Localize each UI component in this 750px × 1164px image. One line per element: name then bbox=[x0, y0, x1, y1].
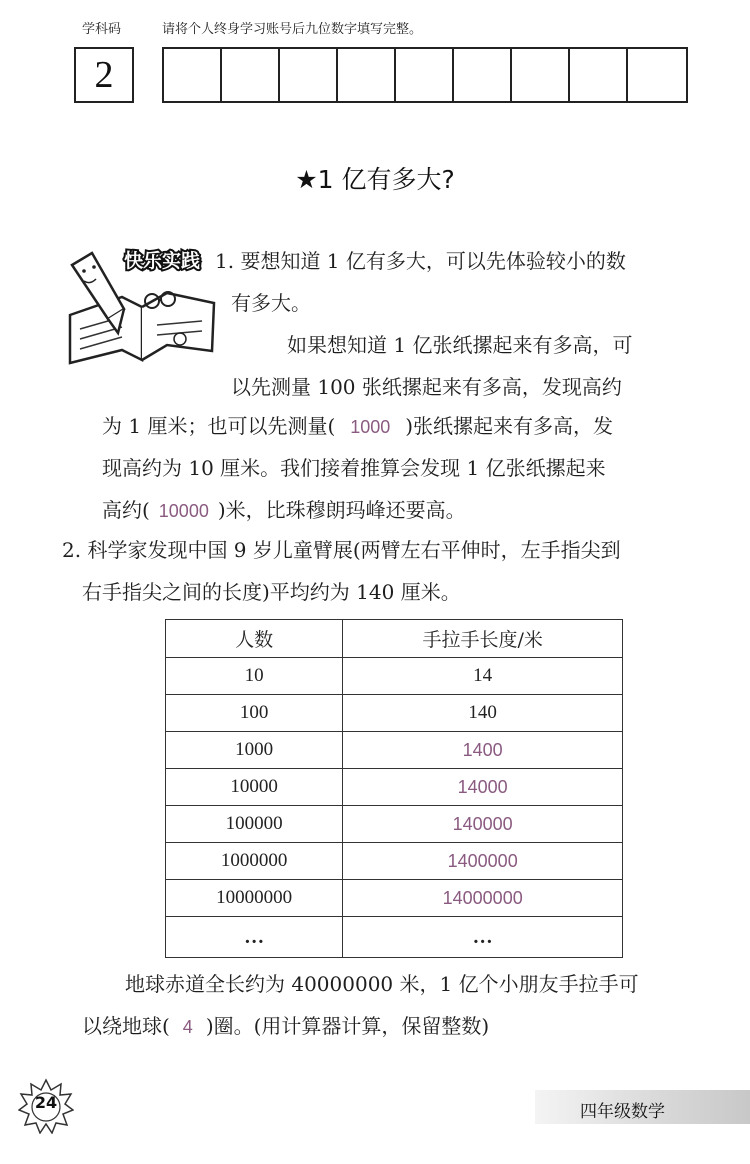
cell-length: 1400000 bbox=[343, 843, 623, 880]
q2-after-line-2 bbox=[82, 1005, 489, 1048]
cell-people: 10000 bbox=[166, 769, 343, 806]
cell-length: 14000 bbox=[343, 769, 623, 806]
lesson-title: ★1 亿有多大? bbox=[295, 165, 455, 194]
cell-people: 100000 bbox=[166, 806, 343, 843]
answer-1000: 1000 bbox=[350, 417, 391, 437]
header-length: 手拉手长度/米 bbox=[343, 620, 623, 658]
q2-line-2: 右手指尖之间的长度)平均约为 140 厘米。 bbox=[82, 580, 461, 604]
account-digit-boxes bbox=[162, 47, 688, 103]
q1-line-5-b: )张纸摞起来有多高，发 bbox=[405, 414, 614, 438]
cell-length: 140000 bbox=[343, 806, 623, 843]
happy-practice-badge-icon bbox=[62, 245, 222, 365]
table-row bbox=[166, 880, 623, 917]
badge-text: 快乐实践 bbox=[124, 250, 201, 272]
account-digit-box[interactable] bbox=[396, 49, 454, 101]
q2-after-line-2-b: )圈。(用计算器计算，保留整数) bbox=[205, 1014, 490, 1038]
table-row bbox=[166, 658, 623, 695]
arm-span-table bbox=[165, 619, 623, 958]
q1-line-4: 以先测量 100 张纸摞起来有多高，发现高约 bbox=[231, 375, 622, 399]
cell-people: 1000000 bbox=[166, 843, 343, 880]
account-digit-box[interactable] bbox=[164, 49, 222, 101]
q1-line-3: 如果想知道 1 亿张纸摞起来有多高，可 bbox=[287, 333, 633, 357]
answer-10000: 10000 bbox=[158, 501, 209, 521]
table-row bbox=[166, 732, 623, 769]
cell-people: 1000 bbox=[166, 732, 343, 769]
subject-code-value: 2 bbox=[94, 54, 114, 96]
subject-code-label: 学科码 bbox=[82, 22, 122, 37]
account-digit-box[interactable] bbox=[280, 49, 338, 101]
table-header-row bbox=[166, 620, 623, 658]
grade-label: 四年级数学 bbox=[580, 1102, 665, 1122]
q1-line-1: 1. 要想知道 1 亿有多大，可以先体验较小的数 bbox=[215, 249, 626, 273]
cell-people: 100 bbox=[166, 695, 343, 732]
cell-length: 140 bbox=[343, 695, 623, 732]
q2-line-1: 2. 科学家发现中国 9 岁儿童臂展(两臂左右平伸时，左手指尖到 bbox=[62, 538, 621, 562]
q1-line-7 bbox=[102, 489, 466, 532]
account-digit-box[interactable] bbox=[512, 49, 570, 101]
account-digit-box[interactable] bbox=[222, 49, 280, 101]
q1-line-5 bbox=[102, 405, 613, 448]
table-row bbox=[166, 769, 623, 806]
cell-people: 10 bbox=[166, 658, 343, 695]
q2-after-line-1: 地球赤道全长约为 40000000 米，1 亿个小朋友手拉手可 bbox=[125, 972, 639, 996]
q1-line-7-a: 高约( bbox=[102, 498, 150, 522]
q1-line-2: 有多大。 bbox=[231, 291, 311, 315]
account-digit-box[interactable] bbox=[628, 49, 686, 101]
cell-length: … bbox=[343, 917, 623, 958]
table-row bbox=[166, 843, 623, 880]
cell-length: 1400 bbox=[343, 732, 623, 769]
header-people: 人数 bbox=[166, 620, 343, 658]
cell-length: 14000000 bbox=[343, 880, 623, 917]
account-digit-box[interactable] bbox=[338, 49, 396, 101]
answer-4: 4 bbox=[182, 1017, 193, 1037]
page-number: 24 bbox=[34, 1093, 58, 1112]
q1-line-5-a: 为 1 厘米；也可以先测量( bbox=[102, 414, 336, 438]
q1-line-6: 现高约为 10 厘米。我们接着推算会发现 1 亿张纸摞起来 bbox=[102, 456, 606, 480]
q2-after-line-2-a: 以绕地球( bbox=[82, 1014, 170, 1038]
cell-length: 14 bbox=[343, 658, 623, 695]
account-digit-box[interactable] bbox=[454, 49, 512, 101]
cell-people: 10000000 bbox=[166, 880, 343, 917]
table-row bbox=[166, 917, 623, 958]
table-row bbox=[166, 695, 623, 732]
q1-line-7-b: )米，比珠穆朗玛峰还要高。 bbox=[217, 498, 466, 522]
account-digit-box[interactable] bbox=[570, 49, 628, 101]
table-row bbox=[166, 806, 623, 843]
account-instruction: 请将个人终身学习账号后九位数字填写完整。 bbox=[162, 22, 423, 37]
cell-people: … bbox=[166, 917, 343, 958]
subject-code-box bbox=[74, 47, 134, 103]
table-body bbox=[166, 658, 623, 958]
